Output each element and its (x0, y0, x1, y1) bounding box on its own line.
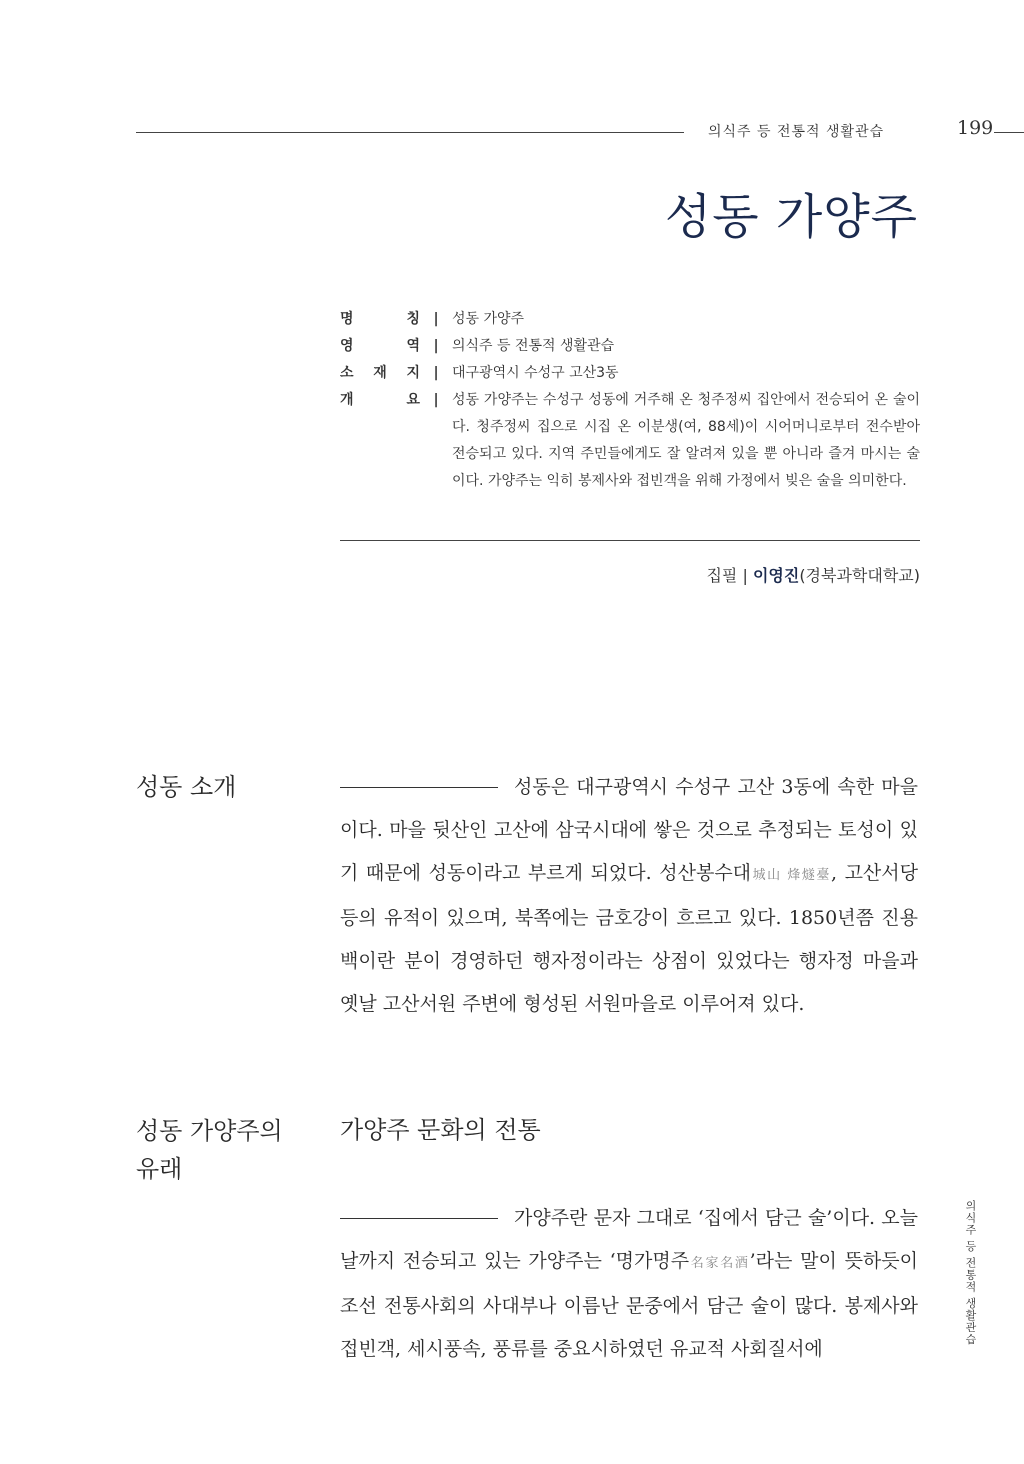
author-label: 집필 (706, 566, 738, 585)
section-heading-origin: 성동 가양주의 유래 (136, 1117, 283, 1183)
info-label: 소 재 지 (340, 365, 420, 381)
info-table (340, 306, 920, 495)
info-value: 의식주 등 전통적 생활관습 (452, 338, 615, 354)
author-affiliation: (경북과학대학교) (799, 566, 920, 585)
header-rule-left (136, 132, 684, 133)
info-row-domain (340, 333, 920, 360)
paragraph-intro: 성동은 대구광역시 수성구 고산 3동에 속한 마을이다. 마을 뒷산인 고산에 삼국시대에 쌓은 것으로 추정되는 토성이 있기 때문에 성동이라고 부르게 되었다. 성산봉수대城山 烽燧臺, 고산서당 등의 유적이 있으며, 북쪽에는 금호강이 흐르고 있다. 1850년쯤 진용백이란 분이 경영하던 행자정이라는 상점이 있었다는 행자정 마을과 옛날 고산서원 주변에 형성된 서원마을로 이루어져 있다. (340, 776, 918, 1015)
info-value: 성동 가양주는 수성구 성동에 거주해 온 청주정씨 집안에서 전승되어 온 술이다. 청주정씨 집으로 시집 온 이분생(여, 88세)이 시어머니로부터 전수받아 전승되고 있다. 지역 주민들에게도 잘 알려져 있을 뿐 아니라 즐겨 마시는 술이다. 가양주는 익히 봉제사와 접빈객을 위해 가정에서 빚은 술을 의미한다. (452, 392, 920, 489)
info-row-summary (340, 387, 920, 495)
author-separator: | (742, 566, 748, 585)
info-separator: | (433, 338, 439, 354)
info-separator: | (433, 311, 439, 327)
info-separator: | (433, 392, 439, 408)
author-name: 이영진 (752, 566, 800, 585)
side-tab-section: 의식주 등 전통적 생활관습 (964, 1200, 977, 1346)
subheading-tradition: 가양주 문화의 전통 (340, 1116, 541, 1144)
info-label: 개 요 (340, 392, 420, 408)
header-rule-right (994, 132, 1024, 133)
info-label: 영 역 (340, 338, 420, 354)
info-value: 대구광역시 수성구 고산3동 (452, 365, 619, 381)
info-row-name (340, 306, 920, 333)
running-header-section: 의식주 등 전통적 생활관습 (708, 124, 885, 140)
info-value: 성동 가양주 (452, 311, 525, 327)
author-credit (706, 563, 920, 586)
info-divider (340, 540, 920, 541)
hanja-annotation: 城山 烽燧臺 (751, 868, 831, 883)
info-separator: | (433, 365, 439, 381)
section-heading-intro: 성동 소개 (136, 773, 237, 801)
hanja-annotation: 名家名酒 (689, 1256, 750, 1271)
page-title: 성동 가양주 (664, 189, 918, 245)
page-number: 199 (957, 117, 994, 139)
paragraph-origin: 가양주란 문자 그대로 ‘집에서 담근 술’이다. 오늘날까지 전승되고 있는 가양주는 ‘명가명주名家名酒’라는 말이 뜻하듯이 조선 전통사회의 사대부나 이름난 문중에서 담근 술이 많다. 봉제사와 접빈객, 세시풍속, 풍류를 중요시하였던 유교적 사회질서에 (340, 1207, 918, 1360)
info-label: 명 칭 (340, 311, 420, 327)
info-row-location (340, 360, 920, 387)
